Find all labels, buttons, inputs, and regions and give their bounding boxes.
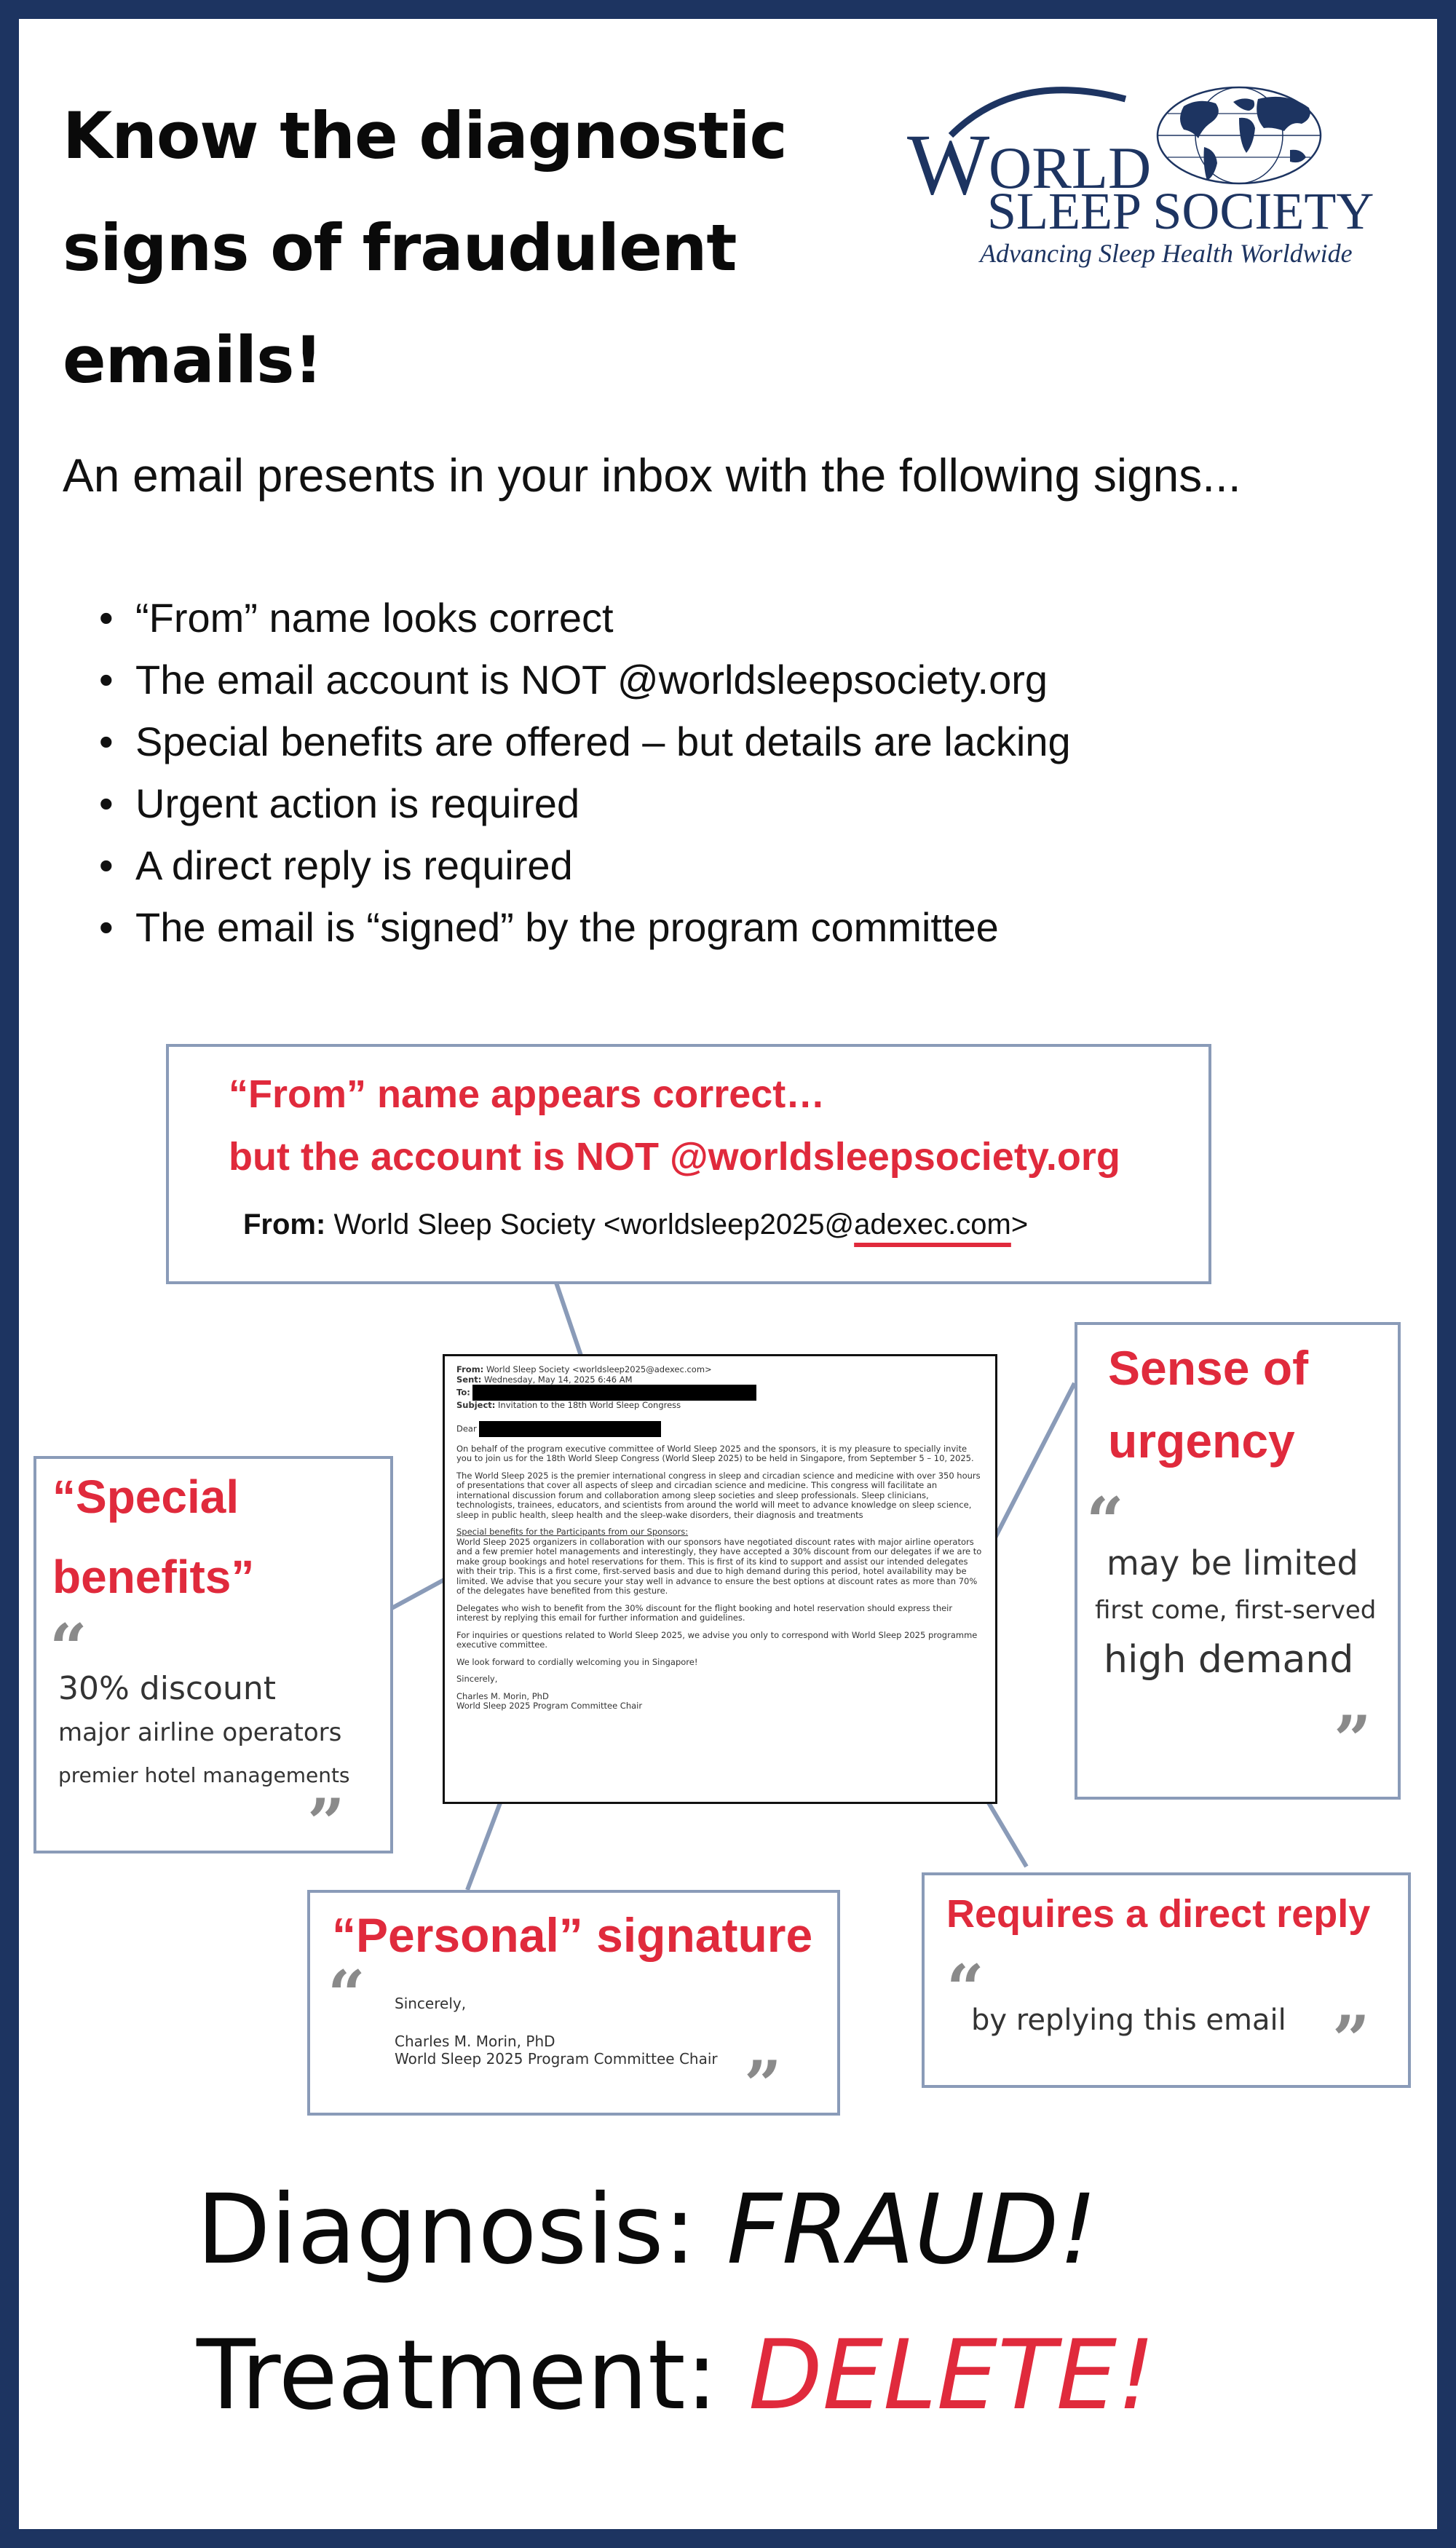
- title-line: emails!: [63, 323, 323, 397]
- close-quote-icon: ”: [1334, 1701, 1372, 1779]
- callout-reply-heading: Requires a direct reply: [946, 1892, 1371, 1936]
- diagnosis-value: FRAUD!: [727, 2174, 1098, 2286]
- diagnosis-label: Diagnosis:: [197, 2174, 727, 2286]
- urgency-line: high demand: [1104, 1638, 1354, 1682]
- connector-signature: [467, 1789, 505, 1890]
- redacted-name: [479, 1421, 661, 1437]
- title-line: signs of fraudulent: [63, 210, 737, 285]
- treatment-value: DELETE!: [748, 2319, 1156, 2432]
- sign-item: • The email is “signed” by the program committee: [99, 896, 1071, 958]
- callout-from-heading-2: but the account is NOT @worldsleepsociety.org: [229, 1135, 1120, 1179]
- open-quote-icon: “: [946, 1950, 984, 2027]
- reply-line: by replying this email: [971, 2003, 1286, 2037]
- open-quote-icon: “: [50, 1610, 87, 1687]
- email-signer: Charles M. Morin, PhD: [456, 1690, 549, 1701]
- sign-item: • Special benefits are offered – but details are lacking: [99, 711, 1071, 772]
- signature-line: World Sleep 2025 Program Committee Chair: [395, 2050, 718, 2068]
- benefit-line: major airline operators: [58, 1718, 342, 1747]
- treatment-label: Treatment:: [197, 2319, 749, 2432]
- sign-item: • “From” name looks correct: [99, 587, 1071, 649]
- email-from-label: From:: [456, 1364, 484, 1374]
- from-line: [243, 1208, 1028, 1241]
- close-quote-icon: ”: [307, 1784, 345, 1861]
- signature-line: Sincerely,: [395, 1995, 467, 2012]
- email-subject: Invitation to the 18th World Sleep Congress: [498, 1400, 681, 1410]
- email-closing: Sincerely,: [456, 1674, 498, 1684]
- email-paragraph: The World Sleep 2025 is the premier international congress in sleep and circadian science and medicine with over 350 hours of presentations that cover all aspects of sleep and circadian science and medicine. This congress will facilitate an international discussion forum and collaboration among sleep societies and sleep professionals. Sleep clinicians, technologists, trainees, educators, and scientists from around the world will meet to advance knowledge on sleep science, sleep in public health, sleep health and the sleep-wake disorders, their diagnosis and treatments: [456, 1470, 981, 1520]
- sign-item: • Urgent action is required: [99, 772, 1071, 834]
- connector-from: [556, 1283, 581, 1356]
- from-domain: adexec.com: [854, 1208, 1011, 1241]
- poster: [19, 19, 1437, 2529]
- urgency-line: may be limited: [1107, 1543, 1358, 1583]
- logo-tagline: Advancing Sleep Health Worldwide: [980, 239, 1353, 268]
- email-paragraph: Delegates who wish to benefit from the 30% discount for the flight booking and hotel reservation should express their interest by replying this email for further information and guidelines.: [456, 1602, 953, 1623]
- open-quote-icon: “: [328, 1956, 365, 2033]
- callout-urgency: [1075, 1322, 1401, 1800]
- email-benefits-heading: Special benefits for the Participants from our Sponsors:: [456, 1527, 689, 1537]
- urgency-line: first come, first-served: [1095, 1596, 1377, 1625]
- email-paragraph: World Sleep 2025 organizers in collaboration with our sponsors have negotiated discount rates with major airline operators and a few premier hotel managements and interestingly, they have accepted a 30% discount from our delegates if we are to make group bookings and hotel reservations for them. This is first of its kind to support and assist our intended delegates with their trip. This is a first come, first-served basis and due to high demand during this period, hotel availability may be limited. We advise that you secure your stay well in advance to ensure the best options at discount rates as more than 70% of the delegates have benefited from this gesture.: [456, 1536, 982, 1596]
- diagnosis-line: [197, 2174, 1097, 2286]
- email-paragraph: For inquiries or questions related to World Sleep 2025, we advise you only to correspond with World Sleep 2025 programme executive committee.: [456, 1629, 978, 1650]
- callout-direct-reply: [922, 1872, 1411, 2088]
- email-paragraph: We look forward to cordially welcoming you in Singapore!: [456, 1656, 698, 1667]
- email-screenshot: [443, 1354, 997, 1804]
- callout-signature-heading: “Personal” signature: [332, 1908, 813, 1962]
- treatment-line: [197, 2319, 1155, 2432]
- logo-name-1: ORLD: [989, 135, 1152, 201]
- from-label: From:: [243, 1208, 326, 1241]
- email-signer-title: World Sleep 2025 Program Committee Chair: [456, 1701, 643, 1711]
- callout-special-heading-1: “Special: [52, 1471, 240, 1523]
- callout-signature: [307, 1890, 840, 2124]
- close-quote-icon: ”: [1332, 2001, 1370, 2078]
- callout-from: [166, 1044, 1211, 1284]
- from-value-suffix: >: [1010, 1208, 1029, 1241]
- redacted-recipient: [472, 1385, 756, 1401]
- logo-name-2: SLEEP SOCIETY: [987, 182, 1374, 240]
- email-header: [456, 1365, 984, 1411]
- signature-line: Charles M. Morin, PhD: [395, 2033, 555, 2050]
- callout-urgency-heading-2: urgency: [1108, 1414, 1295, 1468]
- email-greeting: Dear: [456, 1423, 477, 1433]
- from-value-prefix: World Sleep Society <worldsleep2025@: [333, 1208, 855, 1241]
- benefit-line: premier hotel managements: [58, 1763, 350, 1787]
- title-line: Know the diagnostic: [63, 98, 787, 173]
- email-sent: Wednesday, May 14, 2025 6:46 AM: [484, 1374, 633, 1385]
- intro-text: An email presents in your inbox with the following signs...: [63, 449, 1241, 502]
- sign-item: • A direct reply is required: [99, 834, 1071, 896]
- logo-w: W: [907, 116, 990, 213]
- email-to-label: To:: [456, 1387, 470, 1398]
- email-subject-label: Subject:: [456, 1400, 496, 1410]
- callout-from-heading-1: “From” name appears correct…: [229, 1072, 826, 1116]
- sign-item: • The email account is NOT @worldsleepsociety.org: [99, 649, 1071, 711]
- email-from: World Sleep Society <worldsleep2025@adexec.com>: [486, 1364, 712, 1374]
- email-sent-label: Sent:: [456, 1374, 482, 1385]
- email-paragraph: On behalf of the program executive committee of World Sleep 2025 and the sponsors, it is my pleasure to specially invite you to join us for the 18th World Sleep Congress (World Sleep 2025) to be held in Singapore, from September 5 – 10, 2025.: [456, 1443, 974, 1463]
- callout-urgency-heading-1: Sense of: [1108, 1341, 1309, 1395]
- callout-special-benefits: [33, 1456, 393, 1861]
- benefit-line: 30% discount: [58, 1670, 276, 1707]
- callout-special-heading-2: benefits”: [52, 1551, 255, 1603]
- open-quote-icon: “: [1086, 1483, 1124, 1560]
- close-quote-icon: ”: [744, 2046, 782, 2124]
